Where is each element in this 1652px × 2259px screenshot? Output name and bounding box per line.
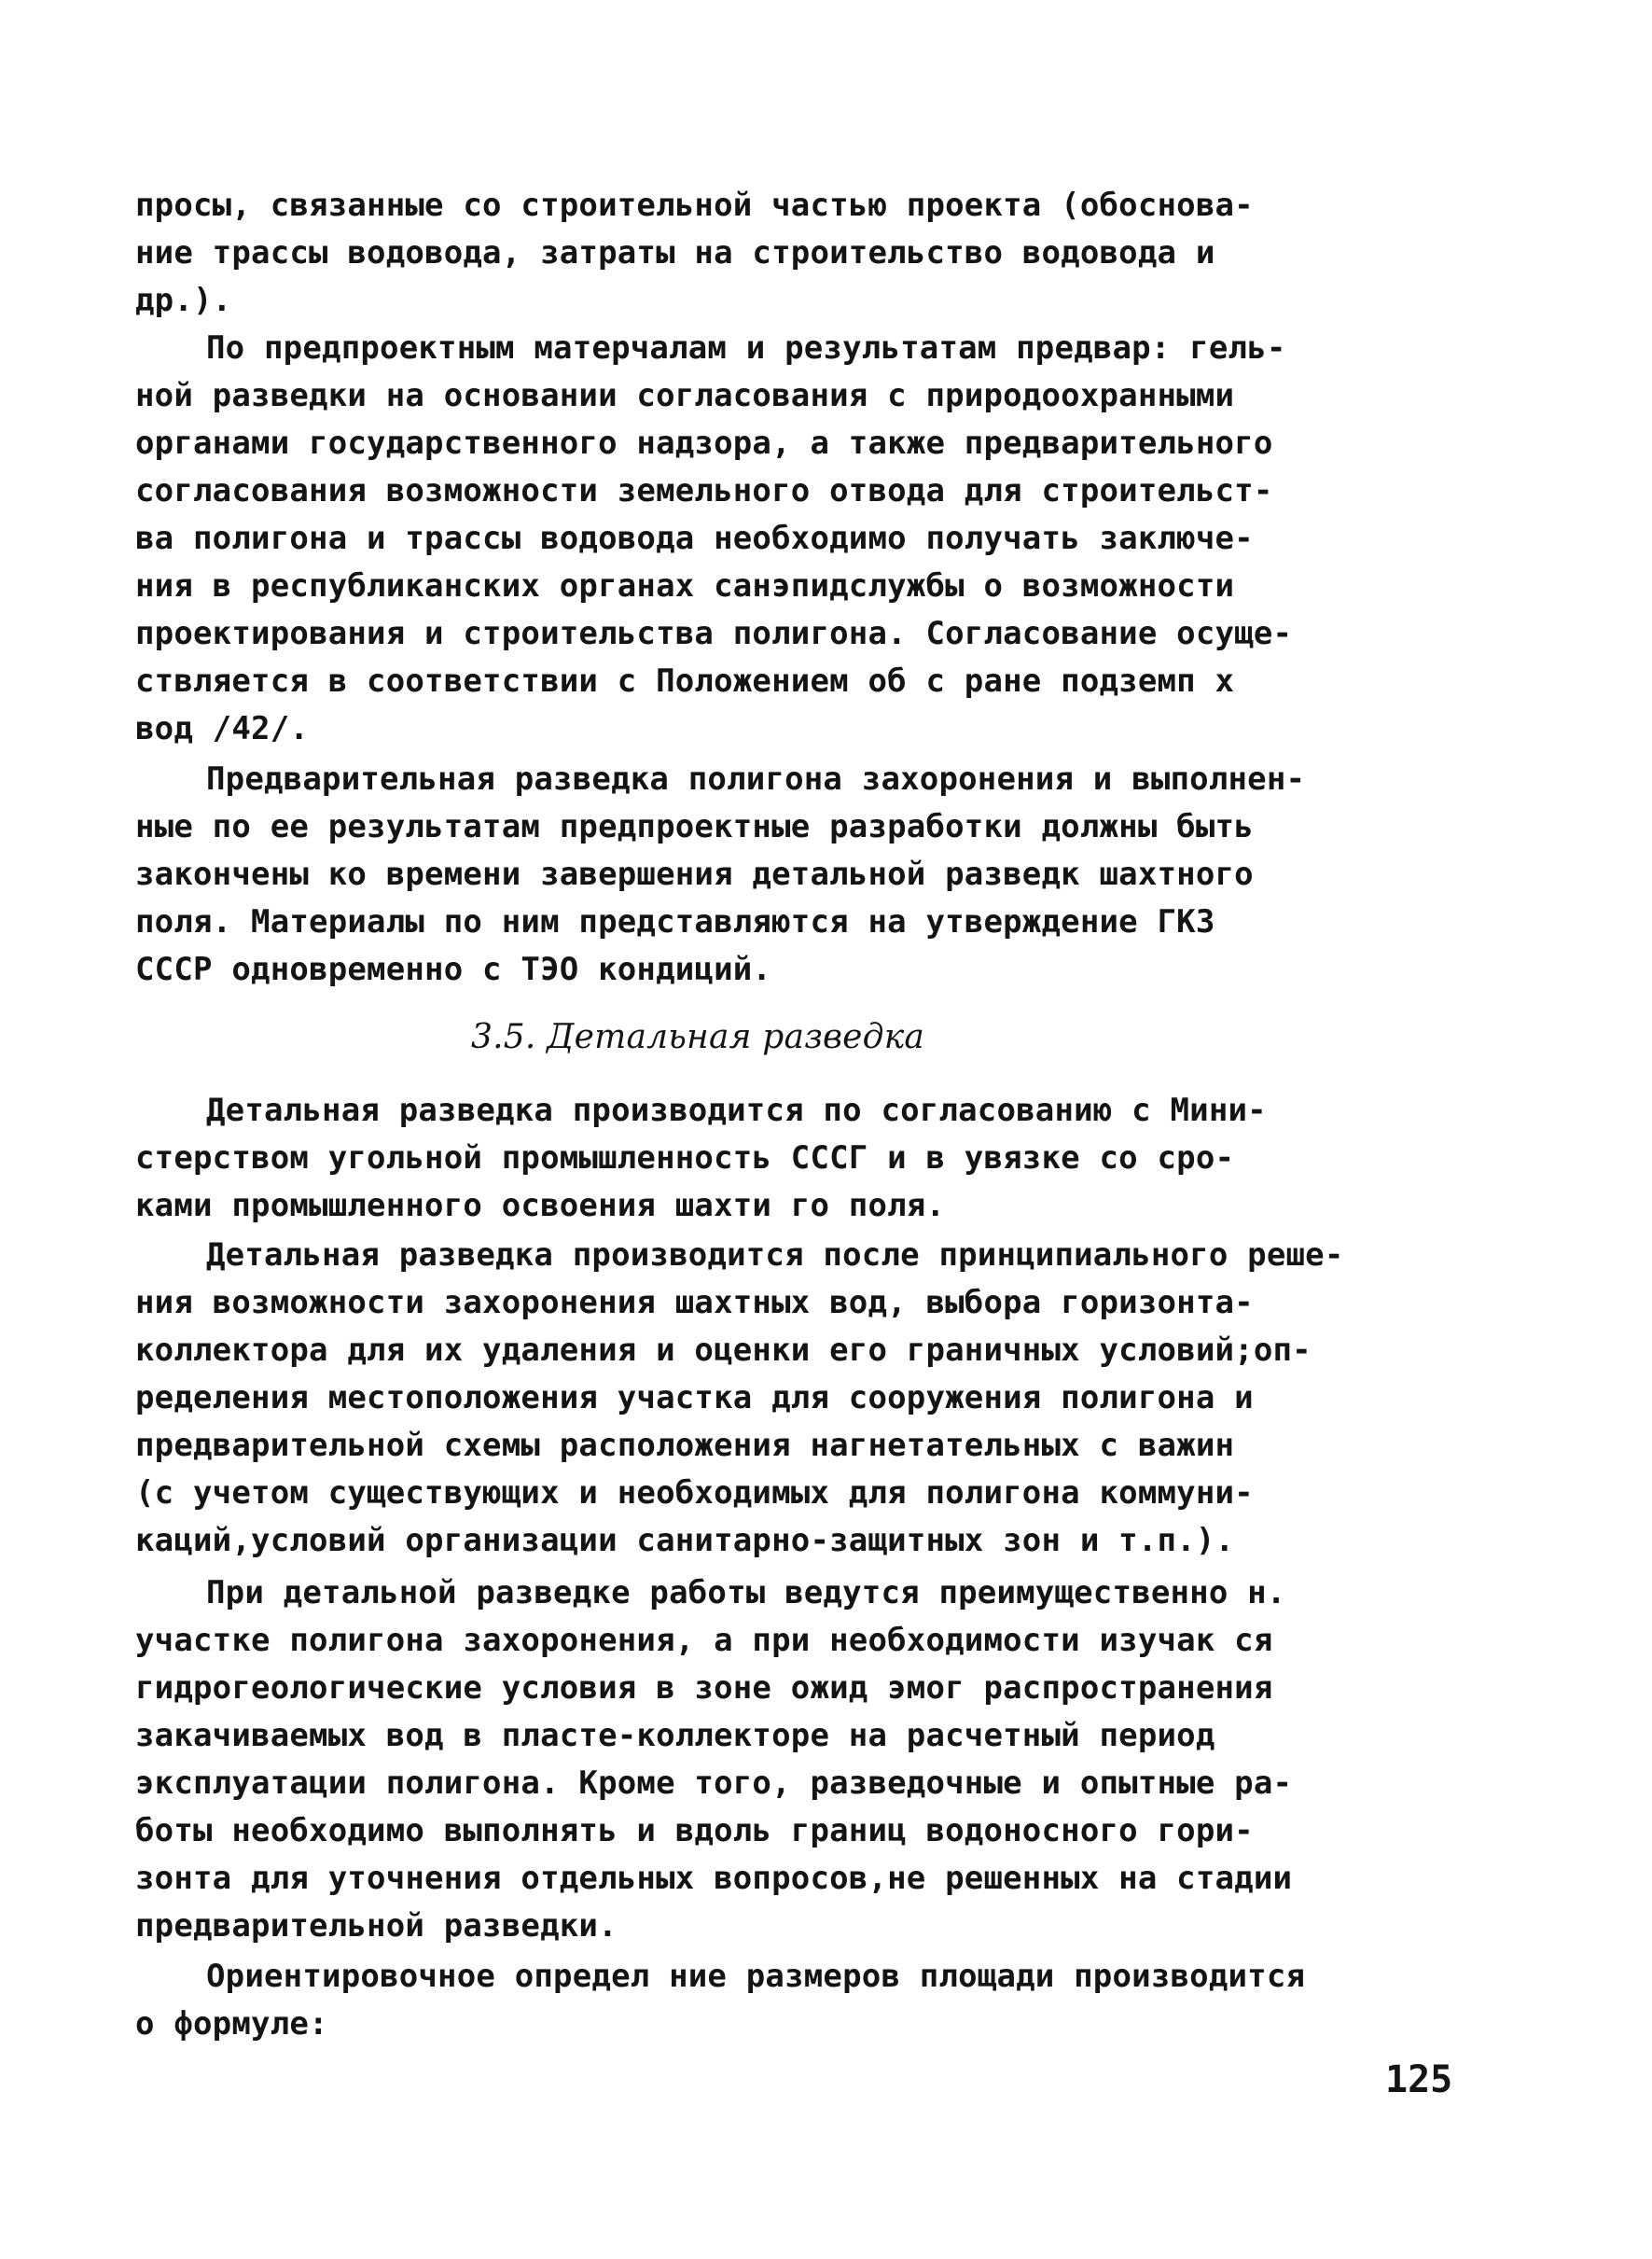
text-line: (с учетом существующих и необходимых для полигона коммуни- bbox=[135, 1474, 1254, 1512]
text-line: боты необходимо выполнять и вдоль границ водоносного гори- bbox=[135, 1812, 1254, 1849]
text-line: предварительной разведки. bbox=[135, 1907, 618, 1945]
text-line: ные по ее результатам предпроектные разработки должны быть bbox=[135, 808, 1254, 845]
text-line: гидрогеологические условия в зоне ожид эмог распространения bbox=[135, 1669, 1273, 1707]
text-line: ствляется в соответствии с Положением об с ране подземп х bbox=[135, 662, 1235, 700]
text-line: закачиваемых вод в пласте-коллекторе на расчетный период bbox=[135, 1717, 1215, 1754]
text-line: др.). bbox=[135, 282, 232, 319]
text-line: ния в республиканских органах санэпидслужбы о возможности bbox=[135, 567, 1235, 605]
text-line: Предварительная разведка полигона захоронения и выполнен- bbox=[206, 760, 1306, 798]
text-line: При детальной разведке работы ведутся преимущественно н. bbox=[206, 1574, 1286, 1611]
text-line: каций,условий организации санитарно-защитных зон и т.п.). bbox=[135, 1522, 1235, 1559]
text-line: ределения местоположения участка для сооружения полигона и bbox=[135, 1379, 1254, 1416]
section-heading: 3.5. Детальная разведка bbox=[471, 1018, 925, 1056]
text-line: ва полигона и трассы водовода необходимо получать заключе- bbox=[135, 520, 1254, 557]
text-line: эксплуатации полигона. Кроме того, разведочные и опытные ра- bbox=[135, 1764, 1293, 1802]
text-line: СССР одновременно с ТЭО кондиций. bbox=[135, 951, 772, 988]
text-line: поля. Материалы по ним представляются на утверждение ГКЗ bbox=[135, 903, 1215, 941]
text-line: согласования возможности земельного отвода для строительст- bbox=[135, 472, 1273, 509]
text-line: Ориентировочное определ ние размеров площади производится bbox=[206, 1958, 1306, 1995]
text-line: Детальная разведка производится после принципиального реше- bbox=[206, 1236, 1344, 1274]
text-line: ние трассы водовода, затраты на строительство водовода и bbox=[135, 234, 1215, 272]
text-line: предварительной схемы расположения нагнетательных с важин bbox=[135, 1427, 1235, 1464]
text-line: Детальная разведка производится по согласованию с Мини- bbox=[206, 1092, 1267, 1129]
text-line: органами государственного надзора, а также предварительного bbox=[135, 425, 1273, 462]
text-line: ния возможности захоронения шахтных вод, выбора горизонта- bbox=[135, 1284, 1254, 1321]
text-line: коллектора для их удаления и оценки его граничных условий;оп- bbox=[135, 1332, 1312, 1369]
text-line: стерством угольной промышленность СССГ и в увязке со сро- bbox=[135, 1139, 1235, 1177]
text-line: По предпроектным матерчалам и результатам предвар: гель- bbox=[206, 329, 1286, 367]
text-line: участке полигона захоронения, а при необходимости изучак ся bbox=[135, 1622, 1273, 1659]
text-line: ками промышленного освоения шахти го поля. bbox=[135, 1187, 946, 1224]
text-line: ной разведки на основании согласования с природоохранными bbox=[135, 377, 1235, 414]
text-line: о формуле: bbox=[135, 2005, 328, 2043]
text-line: зонта для уточнения отдельных вопросов,не решенных на стадии bbox=[135, 1860, 1293, 1897]
text-line: вод /42/. bbox=[135, 710, 310, 747]
text-line: проектирования и строительства полигона. Согласование осуще- bbox=[135, 615, 1293, 652]
text-line: просы, связанные со строительной частью проекта (обоснова- bbox=[135, 187, 1254, 224]
page-number: 125 bbox=[1385, 2058, 1453, 2101]
text-line: закончены ко времени завершения детальной разведк шахтного bbox=[135, 856, 1254, 893]
